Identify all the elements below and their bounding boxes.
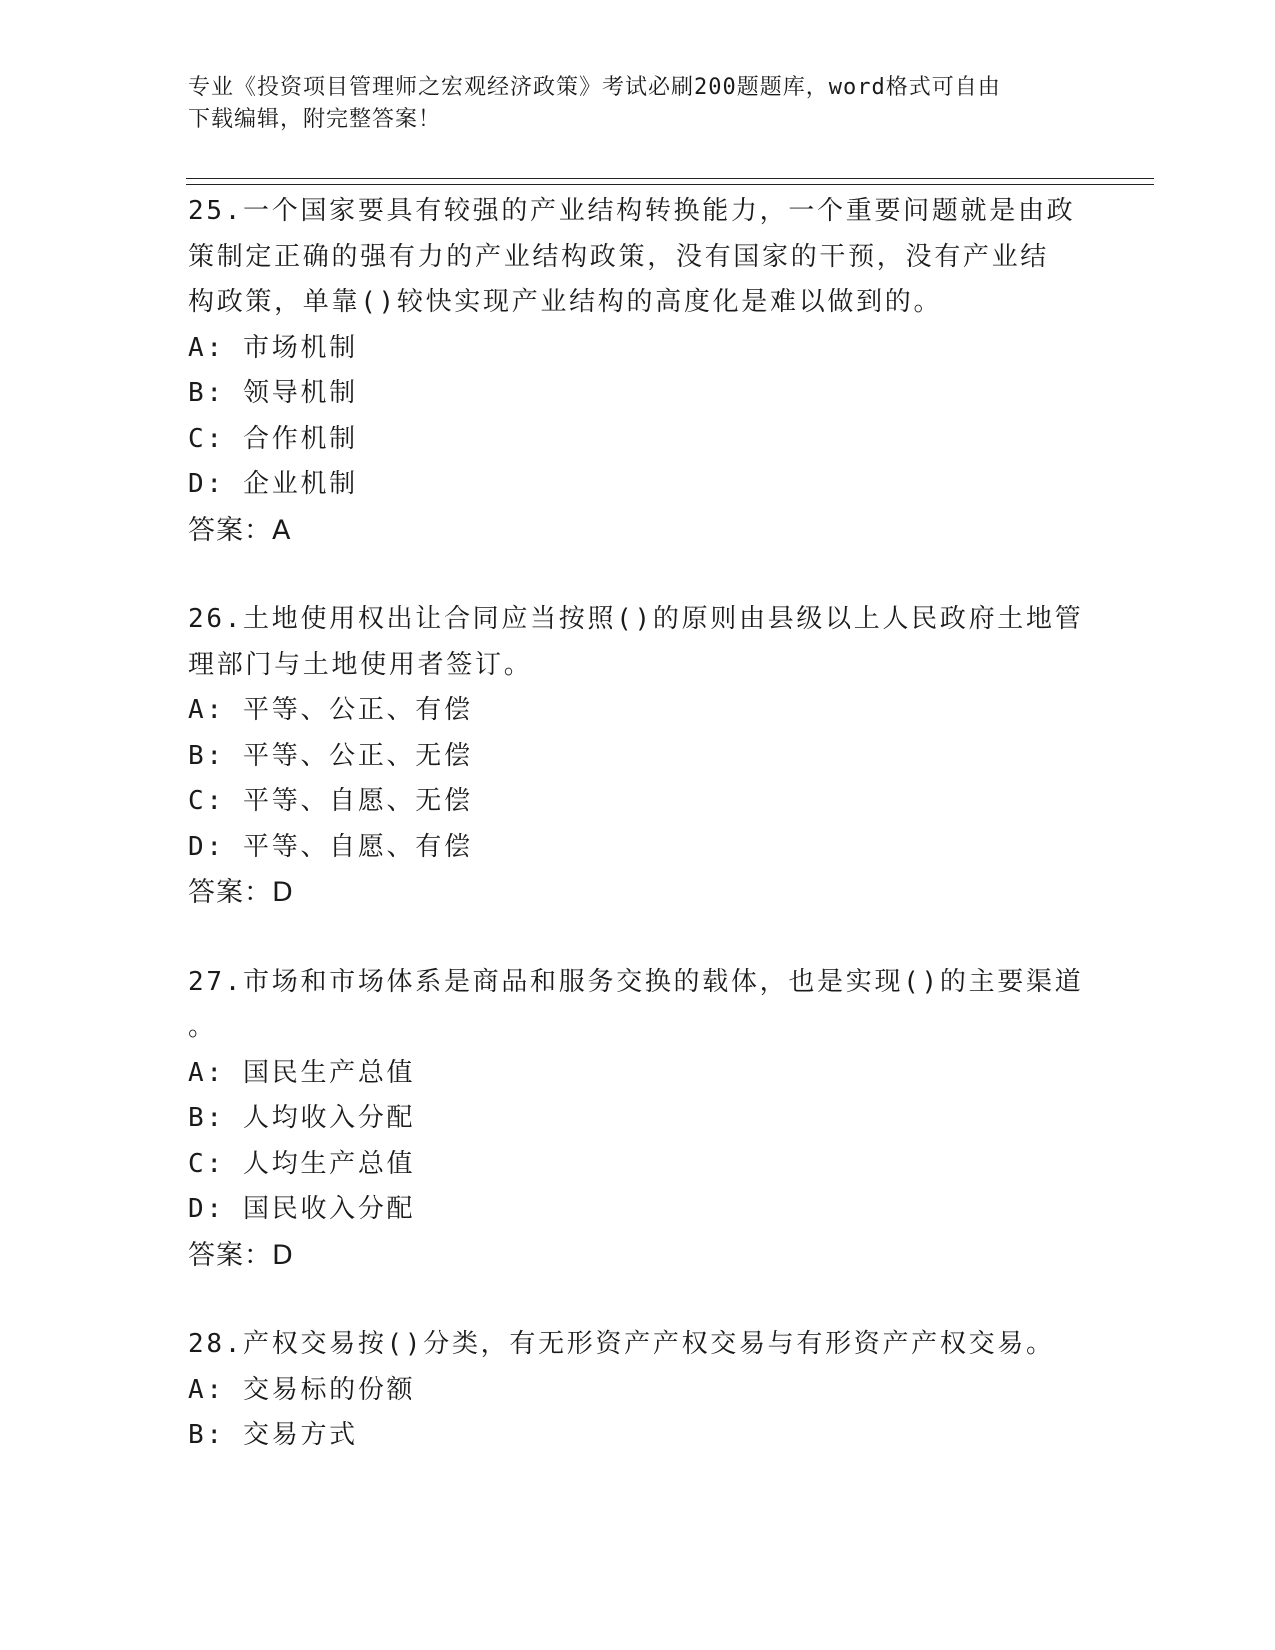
option-a: A: 国民生产总值 (188, 1057, 416, 1088)
option-c: C: 人均生产总值 (188, 1148, 416, 1179)
answer-key: 答案：A (188, 514, 292, 546)
option-d: D: 企业机制 (188, 469, 358, 499)
option-d: D: 平等、自愿、有偿 (188, 831, 473, 862)
question-stem-line: 理部门与土地使用者签订。 (188, 649, 533, 680)
answer-key: 答案：D (188, 877, 294, 908)
question-stem-line: 28.产权交易按()分类，有无形资产产权交易与有形资产产权交易。 (188, 1329, 1055, 1359)
question-stem-line: 27.市场和市场体系是商品和服务交换的载体，也是实现()的主要渠道 (188, 966, 1084, 997)
answer-key: 答案：D (188, 1239, 294, 1271)
question-28 (188, 1322, 1088, 1459)
question-stem-line: 。 (188, 1012, 217, 1042)
option-a: A: 交易标的份额 (188, 1374, 416, 1405)
question-stem-line: 构政策，单靠()较快实现产业结构的高度化是难以做到的。 (188, 287, 943, 317)
option-d: D: 国民收入分配 (188, 1194, 416, 1224)
question-26 (188, 597, 1088, 916)
header-divider-top (186, 178, 1154, 179)
question-stem-line: 25.一个国家要具有较强的产业结构转换能力，一个重要问题就是由政 (188, 196, 1076, 226)
option-c: C: 合作机制 (188, 423, 358, 454)
header-line-2: 下载编辑，附完整答案！ (188, 107, 442, 132)
option-b: B: 平等、公正、无偿 (188, 740, 473, 771)
question-27 (188, 960, 1088, 1279)
question-25 (188, 189, 1088, 553)
option-b: B: 领导机制 (188, 378, 358, 408)
question-stem-line: 26.土地使用权出让合同应当按照()的原则由县级以上人民政府土地管 (188, 604, 1084, 634)
option-b: B: 人均收入分配 (188, 1103, 416, 1133)
option-c: C: 平等、自愿、无偿 (188, 786, 473, 816)
header-line-1: 专业《投资项目管理师之宏观经济政策》考试必刷200题题库，word格式可自由 (188, 75, 1001, 100)
option-a: A: 市场机制 (188, 332, 358, 363)
document-header (188, 72, 1068, 136)
question-stem-line: 策制定正确的强有力的产业结构政策，没有国家的干预，没有产业结 (188, 241, 1050, 272)
header-divider-bottom (186, 184, 1154, 185)
option-b: B: 交易方式 (188, 1420, 358, 1450)
option-a: A: 平等、公正、有偿 (188, 695, 473, 725)
question-list (188, 189, 1088, 1503)
